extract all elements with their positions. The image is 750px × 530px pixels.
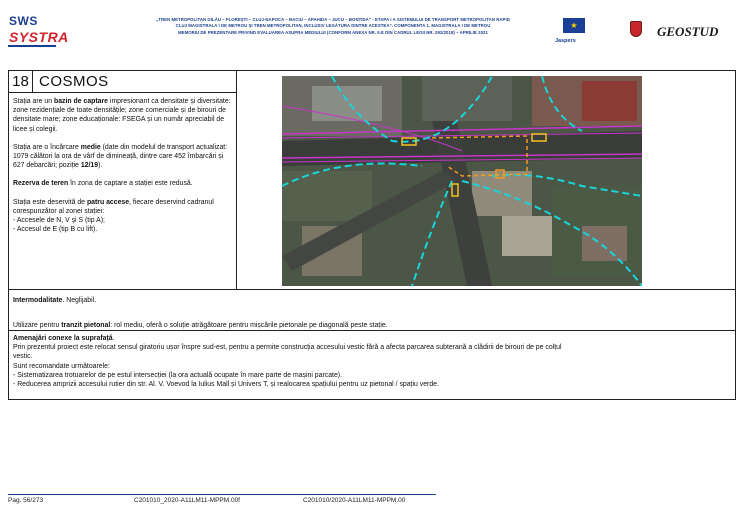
land-reserve-paragraph: Rezerva de teren în zona de captare a stației este redusă. <box>13 180 193 188</box>
station-table <box>8 70 736 400</box>
document-code-2: C201010/2020-A11LM11-MPPM.00 <box>303 497 406 504</box>
station-description <box>13 97 233 234</box>
intermodality-row: Intermodalitate. Neglijabil. <box>13 297 97 304</box>
geostud-logo: GEOSTUD <box>657 24 719 39</box>
station-name: COSMOS <box>39 73 109 90</box>
surface-works-title: Amenajări conexe la suprafață. <box>13 335 115 342</box>
catchment-paragraph: Stația are un bazin de captare impresionant ca densitate și diversitate: zone rezidențiale de toate densitățile; zone comerciale și de birouri de densitate mare; zone educaționale: FSEGA și un număr apreciabil de licee și colegii. <box>13 98 231 133</box>
access-paragraph: Stația este deservită de patru accese, fiecare deservind cadranul corespunzător al zonei stației: - Accesele de N, V și S (tip A); - Accesul de E (tip B cu lift). <box>13 198 214 234</box>
project-title-line-2: CLUJ MAGISTRALA I DE METROU ȘI TREN METROPOLITAN, INCLUSIV LEGĂTURA DINTRE ACESTEA”. COMPONENTA 1. MAGISTRALA I DE METROU <box>175 23 491 29</box>
document-code-1: C201010_2020-A11LM11-MPPM.00f <box>134 497 240 504</box>
jaspers-logo: Jaspers <box>555 38 576 44</box>
city-crest-icon <box>630 21 642 37</box>
page-number: Pag. 56/273 <box>8 497 44 504</box>
load-paragraph: Stația are o încărcare medie (date din modelul de transport actualizat: 1079 călători la ora de vârf de dimineață, dintre care 452 îmbarcări și 627 debarcări; poziție 12/19). <box>13 143 228 170</box>
station-title <box>9 71 236 93</box>
aerial-map-image <box>282 76 642 286</box>
recommendation-item: - Sistematizarea trotuarelor de pe estul intersecției (la ora actuală ocupate în mare parte de mașini parcate). <box>13 371 343 379</box>
document-header <box>0 0 750 62</box>
recommendation-item: - Reducerea amprizii accesului rutier din str. Al. V. Voevod la Iulius Mall și Univers T, și realocarea spațiului pentru uz pietonal / spațiu verde. <box>13 381 439 389</box>
surface-works-section: Amenajări conexe la suprafață. Prin prezentul proiect este relocat sensul giratoriu ușor înspre sud-est, pentru a permite construcția accesului vestic fără a afecta parcarea subterană a clădirii de birouri de pe colțul vestic. Sunt recomandate următoarele: - Sistematizarea trotuarelor de pe estul intersecției (la ora actuală ocupate în mare parte de mașini parcate). - Reducerea amprizii accesului rutier din str. Al. V. Voevod la Iulius Mall și Univers T, și realocarea spațiului pentru uz pietonal / spațiu verde. <box>13 334 733 389</box>
project-title-line-3: MEMORIU DE PREZENTARE PRIVIND EVALUAREA ASUPRA MEDIULUI (CONFORM ANEXA NR. 5.E DIN CADRUL LEGII NR. 292/2018) – APRILIE 2021 <box>178 29 488 35</box>
project-title-line-1: „TREN METROPOLITAN GILĂU – FLOREȘTI – CLUJ-NAPOCA – BACIU – APAHIDA – JUCU – BONȚIDA” - ETAPA I A SISTEMULUI DE TRANSPORT METROPOLITAN RAPID <box>156 17 510 22</box>
station-number: 18 <box>9 71 33 92</box>
sws-systra-logo: SWS SYSTRA <box>9 14 69 45</box>
project-title <box>118 17 548 36</box>
access-list-item: - Accesele de N, V și S (tip A); <box>13 217 105 225</box>
eu-flag-icon: ★ <box>563 18 585 33</box>
pedestrian-transit-row: Utilizare pentru tranzit pietonal: rol mediu, oferă o soluție atrăgătoare pentru mișcările pietonale pe diagonală peste stație. <box>13 322 388 329</box>
access-list-item: - Accesul de E (tip B cu lift). <box>13 226 98 234</box>
